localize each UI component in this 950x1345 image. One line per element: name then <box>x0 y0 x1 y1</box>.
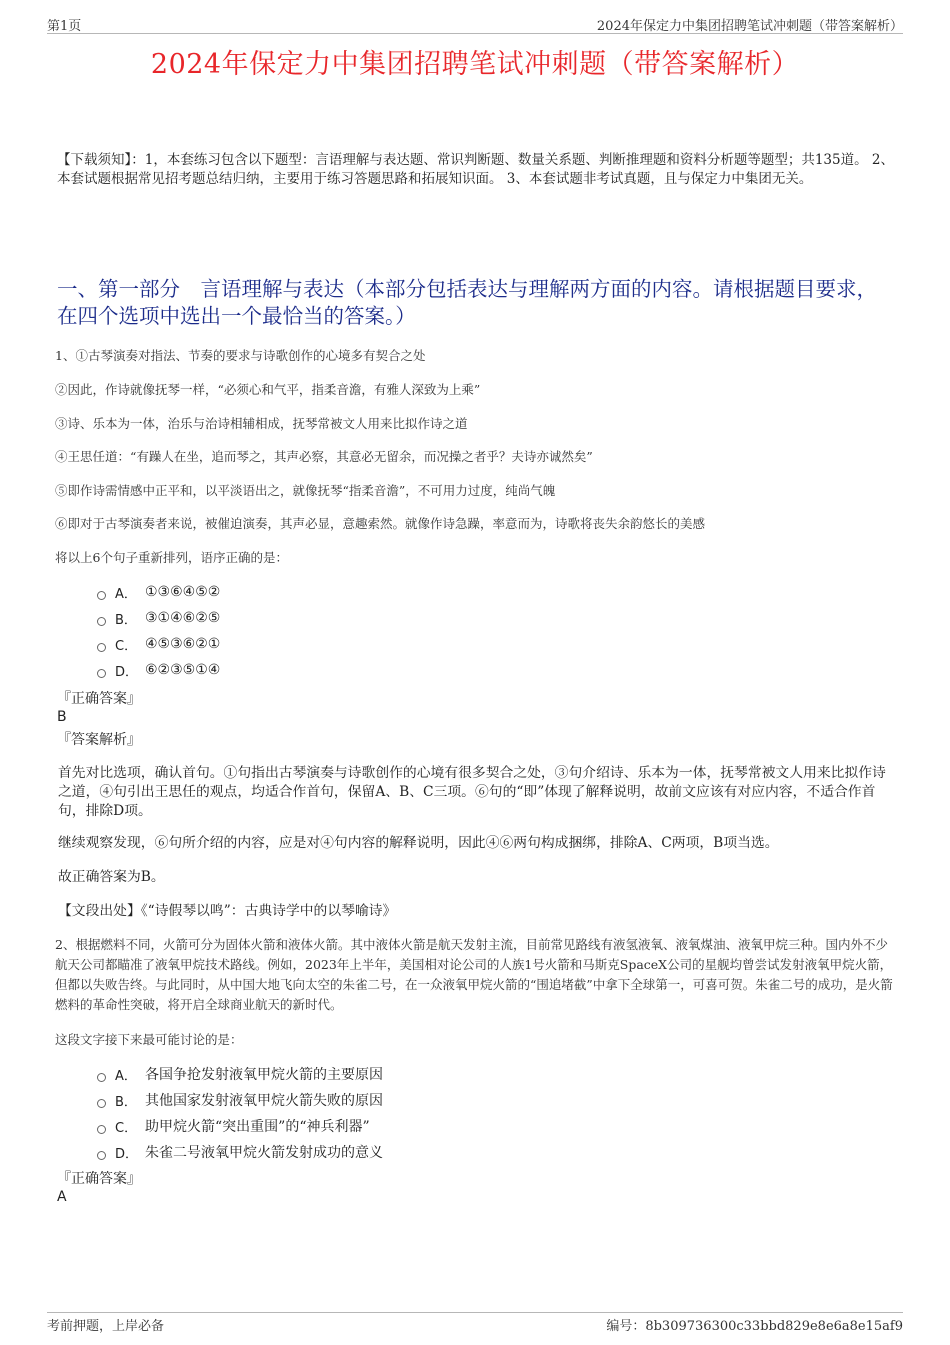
footer-doc-id: 编号：8b309736300c33bbd829e8e6a8e15af9 <box>606 1319 903 1334</box>
q2-question: 这段文字接下来最可能讨论的是： <box>55 1032 243 1047</box>
q1-line-2: ②因此，作诗就像抚琴一样，“必须心和气平，指柔音澹，有雅人深致为上乘” <box>55 382 481 397</box>
header-doc-title: 2024年保定力中集团招聘笔试冲刺题（带答案解析） <box>596 19 903 34</box>
q1-line-5: ⑤即作诗需情感中正平和，以平淡语出之，就像抚琴“指柔音澹”，不可用力过度，纯尚气魄 <box>55 483 556 498</box>
q2-options <box>97 1061 597 1165</box>
page-header <box>47 15 903 34</box>
q1-question: 将以上6个句子重新排列，语序正确的是： <box>55 550 288 565</box>
q1-options <box>97 579 597 683</box>
q1-analysis-para-1: 首先对比选项，确认首句。①句指出古琴演奏与诗歌创作的心境有很多契合之处，③句介绍诗、乐本为一体，抚琴常被文人用来比拟作诗之道，④句引出王思任的观点，均适合作首句，保留A、B、C三项。⑥句的“即”体现了解释说明，故前文应该有对应内容，不适合作首句，排除D项。 <box>58 765 886 819</box>
q2-answer-label: 『正确答案』 <box>57 1171 141 1187</box>
page-footer <box>47 1312 903 1334</box>
q1-line-3: ③诗、乐本为一体，治乐与治诗相辅相成，抚琴常被文人用来比拟作诗之道 <box>55 416 468 431</box>
q1-option-a[interactable]: A． ①③⑥④⑤② <box>97 579 597 605</box>
radio-icon[interactable] <box>97 1099 106 1108</box>
section-heading: 一、第一部分 言语理解与表达（本部分包括表达与理解两方面的内容。请根据题目要求，在四个选项中选出一个最恰当的答案。） <box>57 277 877 328</box>
q2-option-d[interactable]: D． 朱雀二号液氧甲烷火箭发射成功的意义 <box>97 1139 597 1165</box>
q1-option-d[interactable]: D． ⑥②③⑤①④ <box>97 657 597 683</box>
q1-answer-label: 『正确答案』 <box>57 691 141 707</box>
q2-option-c[interactable]: C． 助甲烷火箭“突出重围”的“神兵利器” <box>97 1113 597 1139</box>
q1-source: 【文段出处】《“诗假琴以鸣”：古典诗学中的以琴喻诗》 <box>58 903 397 919</box>
q1-option-b[interactable]: B． ③①④⑥②⑤ <box>97 605 597 631</box>
q1-answer: B <box>57 709 67 725</box>
radio-icon[interactable] <box>97 591 106 600</box>
q1-analysis-para-2: 继续观察发现，⑥句所介绍的内容，应是对④句内容的解释说明，因此④⑥两句构成捆绑，排除A、C两项，B项当选。 <box>58 835 779 851</box>
page-number: 第1页 <box>47 19 82 34</box>
q1-analysis-para-3: 故正确答案为B。 <box>58 869 165 885</box>
radio-icon[interactable] <box>97 617 106 626</box>
download-notice: 【下载须知】：1，本套练习包含以下题型：言语理解与表达题、常识判断题、数量关系题、判断推理题和资料分析题等题型；共135道。 2、本套试题根据常见招考题总结归纳，主要用于练习答题思路和拓展知识面。 3、本套试题非考试真题，且与保定力中集团无关。 <box>57 152 894 187</box>
radio-icon[interactable] <box>97 1125 106 1134</box>
radio-icon[interactable] <box>97 1073 106 1082</box>
page-title: 2024年保定力中集团招聘笔试冲刺题（带答案解析） <box>150 49 800 80</box>
q1-option-c[interactable]: C． ④⑤③⑥②① <box>97 631 597 657</box>
q2-option-a[interactable]: A． 各国争抢发射液氧甲烷火箭的主要原因 <box>97 1061 597 1087</box>
radio-icon[interactable] <box>97 1151 106 1160</box>
q1-analysis-label: 『答案解析』 <box>57 732 141 748</box>
radio-icon[interactable] <box>97 643 106 652</box>
q1-line-4: ④王思任道：“有躁人在坐，追而琴之，其声必察，其意必无留余，而况操之者乎？夫诗亦诚然矣” <box>55 449 593 464</box>
radio-icon[interactable] <box>97 669 106 678</box>
q2-stem: 2、根据燃料不同，火箭可分为固体火箭和液体火箭。其中液体火箭是航天发射主流，目前常见路线有液氢液氧、液氧煤油、液氧甲烷三种。国内外不少航天公司都瞄准了液氧甲烷技术路线。例如，2023年上半年，美国相对论公司的人族1号火箭和马斯克SpaceX公司的星舰均曾尝试发射液氧甲烷火箭，但都以失败告终。与此同时，从中国大地飞向太空的朱雀二号，在一众液氧甲烷火箭的“围追堵截”中拿下全球第一，可喜可贺。朱雀二号的成功，是火箭燃料的革命性突破，将开启全球商业航天的新时代。 <box>55 937 893 1012</box>
q1-line-6: ⑥即对于古琴演奏者来说，被催迫演奏，其声必显，意趣索然。就像作诗急躁，率意而为，诗歌将丧失余韵悠长的美感 <box>55 516 706 531</box>
q1-line-1: 1、①古琴演奏对指法、节奏的要求与诗歌创作的心境多有契合之处 <box>55 348 426 363</box>
footer-slogan: 考前押题，上岸必备 <box>47 1319 165 1334</box>
q2-option-b[interactable]: B． 其他国家发射液氧甲烷火箭失败的原因 <box>97 1087 597 1113</box>
q2-answer: A <box>57 1189 67 1205</box>
